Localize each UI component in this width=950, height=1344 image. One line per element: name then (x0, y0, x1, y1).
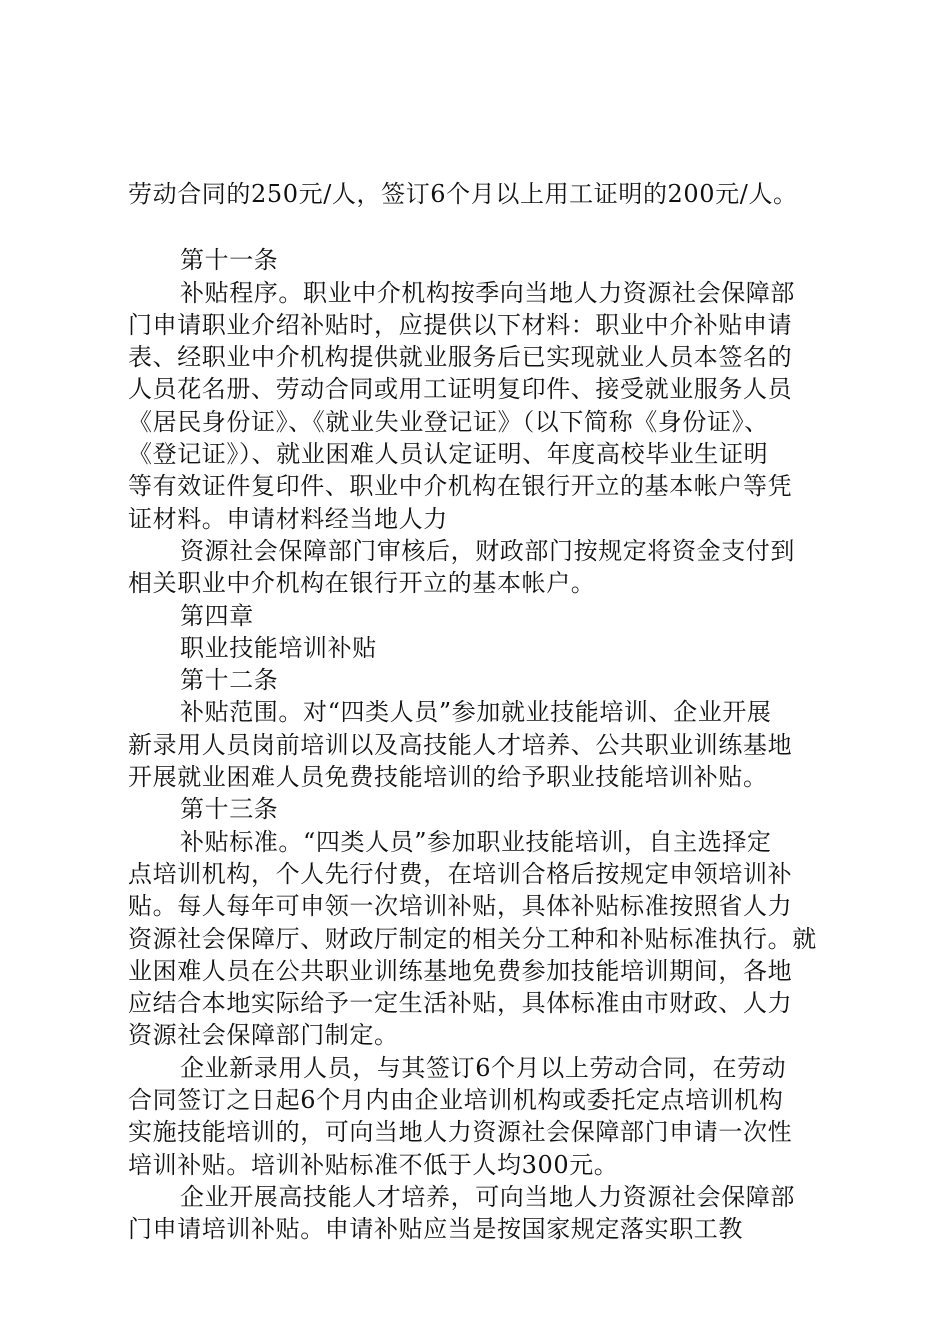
text-line: 证材料。申请材料经当地人力 (128, 504, 448, 533)
text-line: 《居民身份证》、《就业失业登记证》（以下简称《身份证》、 (128, 407, 769, 436)
chapter-heading: 第四章 (180, 601, 254, 630)
text-line: 相关职业中介机构在银行开立的基本帐户。 (128, 569, 596, 598)
document-body (128, 178, 840, 1246)
text-line: 表、经职业中介机构提供就业服务后已实现就业人员本签名的 (128, 343, 793, 372)
paragraph-gap (128, 210, 840, 244)
article-heading: 第十三条 (180, 795, 279, 824)
text-line: 资源社会保障部门审核后，财政部门按规定将资金支付到 (180, 536, 795, 565)
text-line: 点培训机构，个人先行付费，在培训合格后按规定申领培训补 (128, 859, 793, 888)
text-line: 补贴程序。职业中介机构按季向当地人力资源社会保障部 (180, 278, 795, 307)
text-line: 企业新录用人员，与其签订6个月以上劳动合同，在劳动 (180, 1053, 787, 1082)
text-line: 《登记证》）、就业困难人员认定证明、年度高校毕业生证明 (128, 440, 769, 469)
chapter-title: 职业技能培训补贴 (180, 633, 377, 662)
text-line: 新录用人员岗前培训以及高技能人才培养、公共职业训练基地 (128, 730, 793, 759)
text-line: 补贴标准。“四类人员”参加职业技能培训，自主选择定 (180, 827, 772, 856)
text-line: 合同签订之日起6个月内由企业培训机构或委托定点培训机构 (128, 1086, 784, 1115)
text-line: 应结合本地实际给予一定生活补贴，具体标准由市财政、人力 (128, 989, 793, 1018)
text-line: 实施技能培训的，可向当地人力资源社会保障部门申请一次性 (128, 1118, 793, 1147)
text-line: 培训补贴。培训补贴标准不低于人均300元。 (128, 1150, 619, 1179)
text-line: 补贴范围。对“四类人员”参加就业技能培训、企业开展 (180, 698, 772, 727)
text-line: 开展就业困难人员免费技能培训的给予职业技能培训补贴。 (128, 763, 768, 792)
text-line: 门申请培训补贴。申请补贴应当是按国家规定落实职工教 (128, 1215, 743, 1244)
text-line: 人员花名册、劳动合同或用工证明复印件、接受就业服务人员 (128, 375, 793, 404)
text-line: 资源社会保障部门制定。 (128, 1021, 399, 1050)
article-heading: 第十一条 (180, 246, 279, 275)
text-line: 劳动合同的250元/人，签订6个月以上用工证明的200元/人。 (128, 180, 798, 208)
text-line: 等有效证件复印件、职业中介机构在银行开立的基本帐户等凭 (128, 472, 793, 501)
text-line: 资源社会保障厅、财政厅制定的相关分工种和补贴标准执行。就 (128, 924, 817, 953)
text-line: 贴。每人每年可申领一次培训补贴，具体补贴标准按照省人力 (128, 892, 793, 921)
text-line: 业困难人员在公共职业训练基地免费参加技能培训期间，各地 (128, 956, 793, 985)
article-heading: 第十二条 (180, 666, 279, 695)
text-line: 企业开展高技能人才培养，可向当地人力资源社会保障部 (180, 1182, 795, 1211)
text-line: 门申请职业介绍补贴时，应提供以下材料：职业中介补贴申请 (128, 310, 793, 339)
